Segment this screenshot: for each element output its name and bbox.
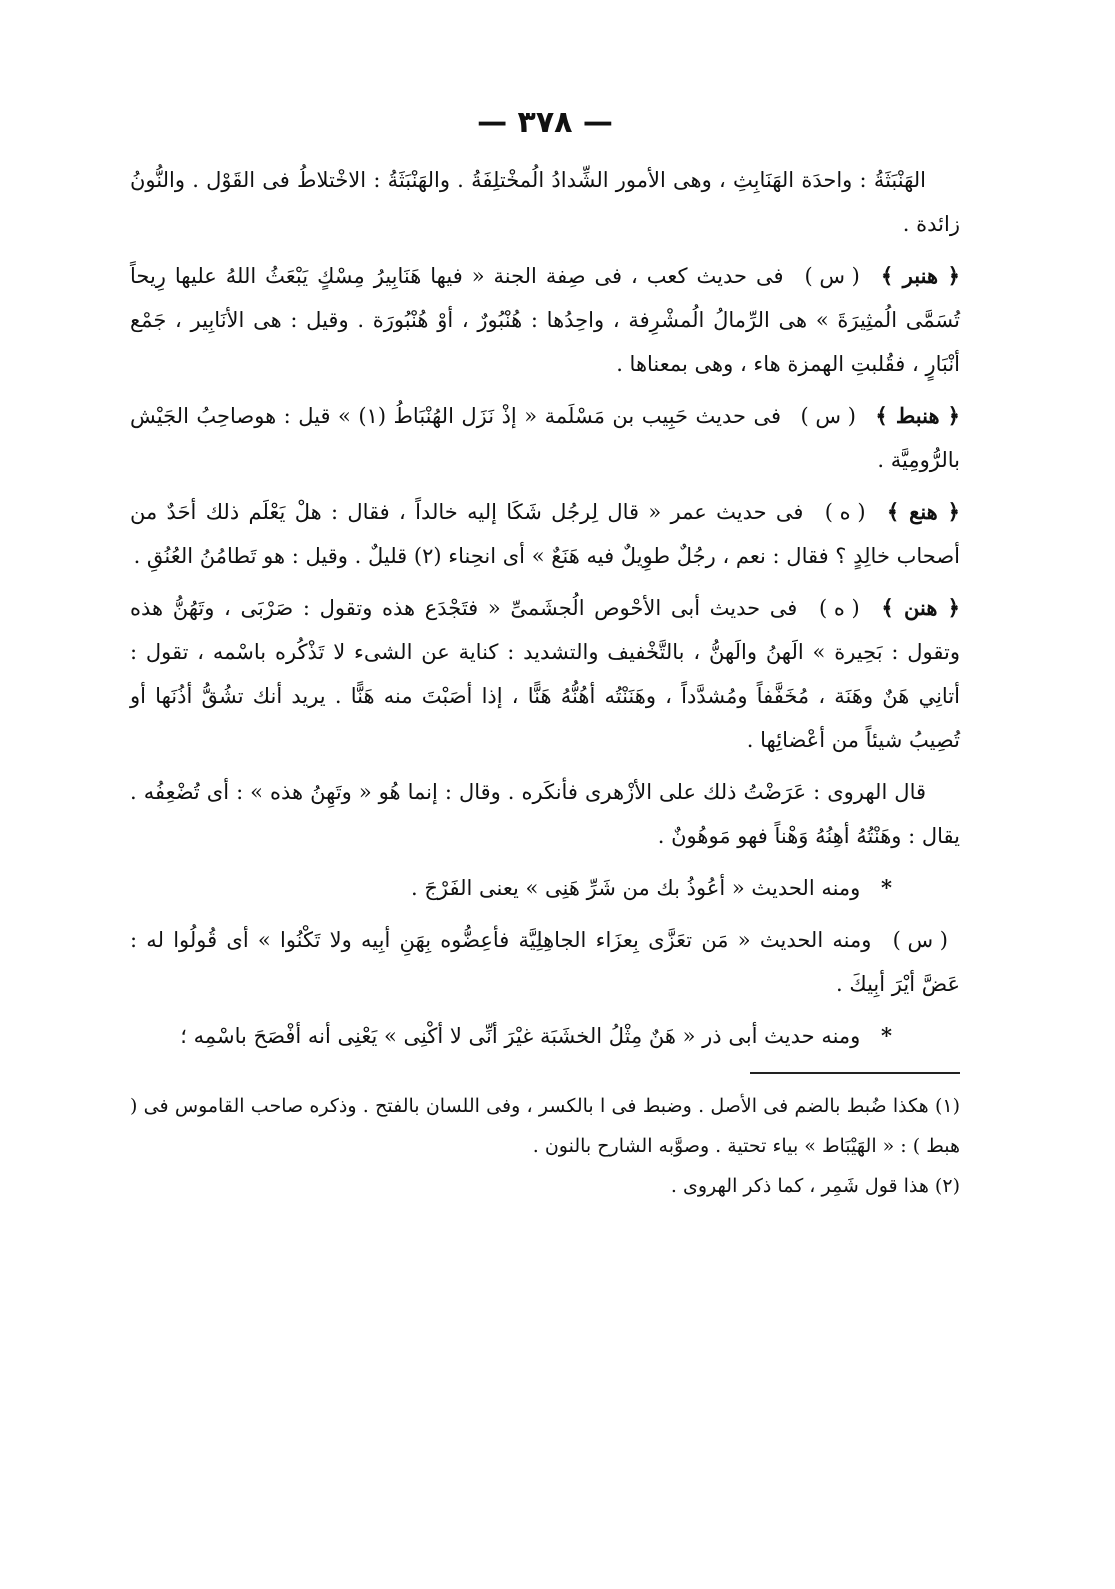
entry-hanbat (130, 394, 960, 482)
paragraph-tagged (130, 918, 960, 1006)
paragraph-bullet (130, 1014, 960, 1058)
paragraph (130, 770, 960, 858)
paragraph-text: ومنه الحديث « أعُوذُ بك من شَرِّ هَنِى » يعنى الفَرْجَ . (411, 876, 861, 900)
page (130, 105, 960, 1545)
paragraph-text: ومنه الحديث « مَن تعَزَّى بِعزَاء الجاهِلِيَّة فأعِضُّوه بِهَنِ أبِيه ولا تَكْنُوا » أى قُولُوا له : عَضَّ أيْرَ أبِيكَ . (130, 928, 960, 996)
entry-headword: ﴿ هنع ﴾ (886, 499, 960, 524)
bullet-marker: * (881, 1023, 892, 1048)
main-text (130, 158, 960, 1058)
entry-headword: ﴿ هنبط ﴾ (875, 403, 960, 428)
footnotes (130, 1086, 960, 1206)
page-number: — ٣٧٨ — (477, 105, 613, 140)
source-tag: ( س ) (892, 928, 948, 952)
bullet-marker: * (881, 875, 892, 900)
entry-hanan (130, 586, 960, 762)
entry-hana (130, 490, 960, 578)
paragraph-text: الهَنْبَثَةُ : واحدَة الهَنَابِثِ ، وهى الأمور الشِّدادُ الُمخْتلِفَةُ . والهَنْبَثَةُ : الاخْتلاطُ فى القَوْل . والنُّونُ زائدة . (130, 168, 960, 236)
entry-headword: ﴿ هنن ﴾ (881, 595, 960, 620)
source-tag: ( س ) (800, 404, 856, 428)
paragraph-text: قال الهروى : عَرَضْتُ ذلك على الأزْهرى فأنكَره . وقال : إنما هُو « وتَهِنُ هذه » : أى تُضْعِفُه . يقال : وهَنْتُهُ أهِنُهُ وَهْناً فهو مَوهُونٌ . (130, 780, 960, 848)
entry-headword: ﴿ هنبر ﴾ (880, 263, 960, 288)
footnote: (١) هكذا ضُبط بالضم فى الأصل . وضبط فى ا بالكسر ، وفى اللسان بالفتح . وذكره صاحب القاموس فى ( هبط ) : « الهَيْبَاط » بياء تحتية . وصوَّبه الشارح بالنون . (130, 1095, 960, 1157)
source-tag: ( س ) (804, 264, 860, 288)
paragraph-text: فى حديث أبى الأحْوص الُجشَمىِّ « فتَجْدَع هذه وتقول : صَرْبَى ، وتَهُنُّ هذه وتقول : بَحِيرة » الَهنُ والَهنُّ ، بالتَّخْفيف والتشديد : كناية عن الشىء لا تَذْكُره باسْمه ، تقول : أتانِي هَنٌ وهَنَة ، مُخَفَّفاً ومُشدَّداً ، وهَنَنْتُه أهُنُّهُ هَنًّا ، إذا أصَبْتَ منه هَنًّا . يريد أنك تشُقُّ أذُنَها أو تُصِيبُ شيئاً من أعْضائِها . (130, 596, 960, 752)
source-tag: ( ه ) (824, 500, 866, 524)
source-tag: ( ه ) (819, 596, 860, 620)
paragraph-text: فى حديث عمر « قال لِرجُل شَكَا إليه خالداً ، فقال : هلْ يَعْلَم ذلك أحَدٌ من أصحاب خالِدٍ ؟ فقال : نعم ، رجُلٌ طوِيلٌ فيه هَنَعٌ » أى انحِناء (٢) قليلٌ . وقيل : هو تَطامُنُ العُنُقِ . (130, 500, 960, 568)
paragraph-bullet (130, 866, 960, 910)
footnote-divider (750, 1072, 960, 1074)
paragraph-text: فى حديث كعب ، فى صِفة الجنة « فيها هَنَابِيرُ مِسْكٍ يَبْعَثُ اللهُ عليها رِيحاً تُسَمَّى الُمثِيرَةَ » هى الرِّمالُ الُمشْرِفة ، واحِدُها : هُنْبُورٌ ، أوْ هُنْبُورَة . وقيل : هى الأنَابِير ، جَمْع أنْبَارٍ ، فقُلبتِ الهمزة هاء ، وهى بمعناها . (130, 264, 960, 376)
footnote: (٢) هذا قول شَمِر ، كما ذكر الهروى . (670, 1175, 960, 1197)
paragraph (130, 158, 960, 246)
paragraph-text: فى حديث حَبِيب بن مَسْلَمة « إذْ نَزَل الهُنْبَاطُ (١) » قيل : هوصاحِبُ الجَيْش بالرُّومِيَّة . (130, 404, 960, 472)
paragraph-text: ومنه حديث أبى ذر « هَنٌ مِثْلُ الخشَبَة غيْرَ أنِّى لا أكْنِى » يَعْنِى أنه أفْصَحَ باسْمِه ؛ (180, 1024, 861, 1048)
entry-hanbar (130, 254, 960, 386)
